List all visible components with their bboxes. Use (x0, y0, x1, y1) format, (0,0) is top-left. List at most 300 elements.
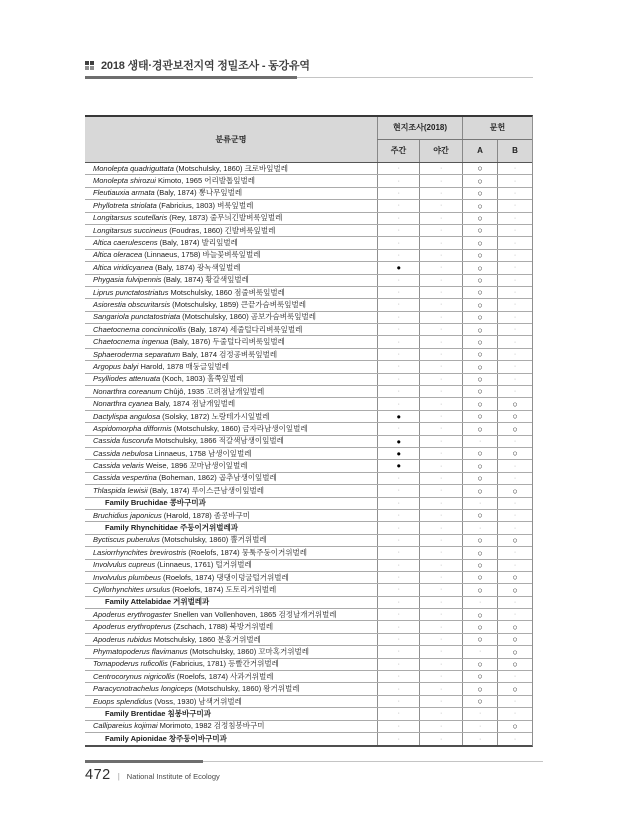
literature-a-marker-cell (462, 374, 497, 385)
author-and-korean-name: Snellen van Vollenhoven, 1865 검정날개거위벌레 (173, 609, 337, 619)
empty-marker: · (513, 549, 517, 557)
empty-marker: · (513, 276, 517, 284)
daytime-marker-cell (377, 200, 419, 211)
species-row (85, 374, 532, 386)
literature-a-marker-cell (462, 200, 497, 211)
table-header (85, 117, 532, 163)
literature-b-marker-cell (497, 597, 532, 608)
literature-a-marker-cell (462, 324, 497, 335)
daytime-marker-cell (377, 460, 419, 471)
nighttime-marker-cell (419, 262, 462, 273)
species-row (85, 621, 532, 633)
nighttime-marker-cell (419, 361, 462, 372)
literature-a-marker-cell (462, 312, 497, 323)
literature-b-marker-cell (497, 262, 532, 273)
daytime-marker-cell (377, 683, 419, 694)
species-row (85, 299, 532, 311)
literature-b-marker-cell (497, 572, 532, 583)
family-name-text: Family Attelabidae 거위벌레과 (105, 597, 210, 607)
observed-marker: ● (396, 448, 402, 458)
literature-b-marker-cell (497, 683, 532, 694)
empty-marker: · (397, 289, 400, 297)
empty-marker: · (397, 301, 400, 309)
recorded-marker: ○ (512, 621, 518, 632)
empty-marker: · (440, 202, 443, 210)
empty-marker: · (440, 474, 443, 482)
species-row (85, 163, 532, 175)
daytime-marker-cell (377, 560, 419, 571)
empty-marker: · (440, 289, 443, 297)
empty-marker: · (440, 673, 443, 681)
literature-a-marker-cell (462, 460, 497, 471)
taxon-name-cell (85, 448, 377, 460)
nighttime-marker-cell (419, 609, 462, 620)
empty-marker: · (513, 462, 517, 470)
nighttime-marker-cell (419, 708, 462, 719)
recorded-marker: ○ (512, 398, 518, 409)
empty-marker: · (513, 611, 517, 619)
literature-b-marker-cell (497, 498, 532, 509)
species-row (85, 535, 532, 547)
species-row (85, 386, 532, 398)
empty-marker: · (513, 313, 517, 321)
empty-marker: · (440, 239, 443, 247)
nighttime-marker-cell (419, 646, 462, 657)
table-header-groups (377, 117, 532, 162)
taxon-name-cell (85, 658, 377, 670)
empty-marker: · (397, 499, 400, 507)
literature-a-marker-cell (462, 213, 497, 224)
literature-a-marker-cell (462, 721, 497, 732)
chapter-dots-icon (85, 61, 94, 70)
recorded-marker: ○ (477, 609, 483, 620)
literature-a-marker-cell (462, 671, 497, 682)
nighttime-marker-cell (419, 683, 462, 694)
nighttime-marker-cell (419, 696, 462, 707)
recorded-marker: ○ (477, 299, 483, 310)
empty-marker: · (397, 660, 400, 668)
literature-a-marker-cell (462, 609, 497, 620)
nighttime-marker-cell (419, 460, 462, 471)
empty-marker: · (513, 165, 517, 173)
species-row (85, 448, 532, 460)
daytime-marker-cell (377, 275, 419, 286)
species-checklist-table (85, 115, 533, 747)
species-row (85, 225, 532, 237)
daytime-marker-cell (377, 696, 419, 707)
nighttime-marker-cell (419, 498, 462, 509)
empty-marker: · (478, 722, 482, 730)
page-footer (85, 767, 220, 783)
taxon-name-cell (85, 460, 377, 472)
empty-marker: · (440, 512, 443, 520)
scientific-name: Psylliodes attenuata (93, 374, 161, 384)
scientific-name: Byctiscus puberulus (93, 535, 160, 545)
recorded-marker: ○ (477, 460, 483, 471)
daytime-marker-cell (377, 361, 419, 372)
empty-marker: · (397, 363, 400, 371)
literature-b-marker-cell (497, 448, 532, 459)
footer-divider: | (117, 772, 120, 781)
empty-marker: · (513, 202, 517, 210)
recorded-marker: ○ (477, 473, 483, 484)
author-and-korean-name: (Motschulsky, 1860) 크로바잎벌레 (175, 163, 289, 173)
column-header-survey-2018: 현지조사(2018) (377, 117, 462, 139)
empty-marker: · (440, 536, 443, 544)
empty-marker: · (440, 499, 443, 507)
empty-marker: · (440, 450, 443, 458)
literature-a-marker-cell (462, 659, 497, 670)
empty-marker: · (513, 437, 517, 445)
nighttime-marker-cell (419, 423, 462, 434)
daytime-marker-cell (377, 572, 419, 583)
daytime-marker-cell (377, 188, 419, 199)
daytime-marker-cell (377, 237, 419, 248)
recorded-marker: ○ (477, 547, 483, 558)
empty-marker: · (397, 227, 400, 235)
empty-marker: · (440, 697, 443, 705)
literature-b-marker-cell (497, 510, 532, 521)
nighttime-marker-cell (419, 237, 462, 248)
recorded-marker: ○ (477, 287, 483, 298)
empty-marker: · (397, 239, 400, 247)
recorded-marker: ○ (512, 448, 518, 459)
taxon-name-cell (85, 398, 377, 410)
empty-marker: · (397, 574, 400, 582)
empty-marker: · (440, 710, 443, 718)
scientific-name: Asiorestia obscuritarsis (93, 300, 171, 309)
author-and-korean-name: (Baly, 1874) 뽕나무잎벌레 (156, 188, 243, 198)
daytime-marker-cell (377, 535, 419, 546)
taxon-name-cell (85, 249, 377, 261)
species-row (85, 188, 532, 200)
daytime-marker-cell (377, 708, 419, 719)
taxon-name-cell (85, 696, 377, 708)
empty-marker: · (397, 474, 400, 482)
scientific-name: Bruchidius japonicus (93, 510, 162, 520)
recorded-marker: ○ (477, 213, 483, 223)
recorded-marker: ○ (477, 398, 483, 409)
taxon-name-cell (85, 621, 377, 633)
empty-marker: · (478, 735, 482, 743)
daytime-marker-cell (377, 312, 419, 323)
author-and-korean-name: Motschulsky, 1860 분홍거위벌레 (153, 634, 261, 644)
daytime-marker-cell (377, 510, 419, 521)
empty-marker: · (397, 536, 400, 544)
recorded-marker: ○ (477, 510, 483, 521)
nighttime-marker-cell (419, 225, 462, 236)
author-and-korean-name: (Baly, 1874) 루이스큰남생이잎벌레 (149, 485, 265, 495)
nighttime-marker-cell (419, 299, 462, 310)
literature-a-marker-cell (462, 733, 497, 745)
daytime-marker-cell (377, 733, 419, 745)
column-header-literature-a: A (462, 140, 497, 162)
taxon-name-cell (85, 237, 377, 249)
literature-b-marker-cell (497, 485, 532, 496)
scientific-name: Longitarsus scutellaris (93, 213, 168, 223)
empty-marker: · (397, 524, 400, 532)
empty-marker: · (440, 623, 443, 631)
scientific-name: Altica viridicyanea (93, 262, 154, 272)
nighttime-marker-cell (419, 275, 462, 286)
author-and-korean-name: Motschulsky, 1866 적갈색남생이잎벌레 (155, 436, 284, 446)
empty-marker: · (478, 437, 482, 445)
literature-b-marker-cell (497, 299, 532, 310)
literature-b-marker-cell (497, 621, 532, 632)
scientific-name: Cassida velaris (93, 461, 144, 471)
observed-marker: ● (396, 436, 402, 446)
taxon-name-cell (85, 547, 377, 559)
daytime-marker-cell (377, 473, 419, 484)
empty-marker: · (397, 722, 400, 730)
literature-b-marker-cell (497, 175, 532, 186)
empty-marker: · (513, 301, 517, 309)
empty-marker: · (397, 189, 400, 197)
literature-a-marker-cell (462, 498, 497, 509)
literature-a-marker-cell (462, 411, 497, 422)
nighttime-marker-cell (419, 324, 462, 335)
scientific-name: Involvulus plumbeus (93, 572, 161, 582)
scientific-name: Nonarthra cyanea (93, 399, 153, 409)
daytime-marker-cell (377, 398, 419, 409)
daytime-marker-cell (377, 336, 419, 347)
nighttime-marker-cell (419, 733, 462, 745)
recorded-marker: ○ (512, 634, 518, 645)
author-and-korean-name: Morimoto, 1982 검정침봉바구미 (159, 721, 265, 731)
literature-b-marker-cell (497, 324, 532, 335)
literature-b-marker-cell (497, 460, 532, 471)
header-rule-thick (85, 76, 297, 79)
literature-b-marker-cell (497, 646, 532, 657)
empty-marker: · (397, 338, 400, 346)
empty-marker: · (478, 524, 482, 532)
scientific-name: Altica oleracea (93, 250, 143, 260)
author-and-korean-name: (Roelofs, 1874) 댕댕이덩굴털거위벌레 (162, 572, 289, 582)
species-row (85, 250, 532, 262)
empty-marker: · (440, 549, 443, 557)
empty-marker: · (513, 189, 517, 197)
recorded-marker: ○ (512, 659, 518, 670)
empty-marker: · (440, 338, 443, 346)
taxon-name-cell (85, 336, 377, 348)
species-row (85, 423, 532, 435)
recorded-marker: ○ (477, 485, 483, 496)
recorded-marker: ○ (512, 646, 518, 657)
scientific-name: Argopus balyi (93, 361, 139, 371)
species-row (85, 460, 532, 472)
recorded-marker: ○ (477, 200, 483, 211)
empty-marker: · (440, 301, 443, 309)
author-and-korean-name: (Baly, 1876) 두줄털다리벼룩잎벌레 (170, 337, 285, 347)
recorded-marker: ○ (477, 634, 483, 645)
nighttime-marker-cell (419, 398, 462, 409)
author-and-korean-name: (Harold, 1878) 좀콩바구미 (163, 510, 251, 520)
empty-marker: · (440, 598, 443, 606)
taxon-name-cell (85, 609, 377, 621)
empty-marker: · (440, 524, 443, 532)
daytime-marker-cell (377, 448, 419, 459)
species-row (85, 237, 532, 249)
species-row (85, 485, 532, 497)
recorded-marker: ○ (477, 559, 483, 570)
recorded-marker: ○ (477, 448, 483, 459)
taxon-name-cell (85, 274, 377, 286)
literature-a-marker-cell (462, 262, 497, 273)
literature-a-marker-cell (462, 448, 497, 459)
taxon-name-cell (85, 200, 377, 212)
scientific-name: Lasiorrhynchites brevirostris (93, 547, 187, 557)
scientific-name: Paracycnotrachelus longiceps (93, 684, 193, 694)
empty-marker: · (397, 648, 400, 656)
empty-marker: · (397, 375, 400, 383)
literature-b-marker-cell (497, 188, 532, 199)
literature-b-marker-cell (497, 535, 532, 546)
empty-marker: · (440, 487, 443, 495)
scientific-name: Cassida vespertina (93, 473, 157, 483)
literature-b-marker-cell (497, 696, 532, 707)
daytime-marker-cell (377, 374, 419, 385)
daytime-marker-cell (377, 262, 419, 273)
literature-a-marker-cell (462, 473, 497, 484)
literature-a-marker-cell (462, 560, 497, 571)
literature-b-marker-cell (497, 336, 532, 347)
literature-a-marker-cell (462, 547, 497, 558)
author-and-korean-name: (Foudras, 1860) 긴발벼룩잎벌레 (169, 225, 276, 235)
daytime-marker-cell (377, 436, 419, 447)
recorded-marker: ○ (477, 237, 483, 248)
empty-marker: · (440, 189, 443, 197)
recorded-marker: ○ (477, 671, 483, 682)
literature-b-marker-cell (497, 547, 532, 558)
scientific-name: Sangariola punctatostriata (93, 312, 181, 322)
species-row (85, 200, 532, 212)
scientific-name: Cassida nebulosa (93, 448, 153, 458)
empty-marker: · (440, 177, 443, 185)
taxon-name-cell (85, 472, 377, 484)
recorded-marker: ○ (477, 188, 483, 199)
empty-marker: · (440, 648, 443, 656)
literature-a-marker-cell (462, 175, 497, 186)
species-row (85, 560, 532, 572)
taxon-name-cell (85, 671, 377, 683)
literature-a-marker-cell (462, 287, 497, 298)
column-header-taxon: 분류군명 (215, 135, 247, 144)
scientific-name: Phygasia fulvipennis (93, 275, 162, 285)
scientific-name: Nonarthra coreanum (93, 386, 162, 396)
empty-marker: · (513, 214, 517, 222)
table-body (85, 163, 532, 745)
taxon-name-cell (85, 324, 377, 336)
empty-marker: · (397, 586, 400, 594)
literature-b-marker-cell (497, 659, 532, 670)
taxon-name-cell (85, 225, 377, 237)
daytime-marker-cell (377, 671, 419, 682)
literature-b-marker-cell (497, 225, 532, 236)
literature-b-marker-cell (497, 522, 532, 533)
species-row (85, 361, 532, 373)
family-row (85, 708, 532, 720)
empty-marker: · (513, 735, 517, 743)
family-row (85, 597, 532, 609)
empty-marker: · (440, 276, 443, 284)
scientific-name: Centrocorynus nigricollis (93, 671, 175, 681)
nighttime-marker-cell (419, 213, 462, 224)
observed-marker: ● (396, 411, 402, 421)
empty-marker: · (513, 289, 517, 297)
literature-a-marker-cell (462, 708, 497, 719)
recorded-marker: ○ (477, 621, 483, 632)
literature-a-marker-cell (462, 572, 497, 583)
taxon-name-cell (85, 435, 377, 447)
literature-b-marker-cell (497, 287, 532, 298)
literature-b-marker-cell (497, 436, 532, 447)
species-row (85, 275, 532, 287)
author-and-korean-name: (Fabricius, 1803) 벼룩잎벌레 (158, 200, 254, 210)
literature-b-marker-cell (497, 386, 532, 397)
taxon-name-cell (85, 559, 377, 571)
nighttime-marker-cell (419, 448, 462, 459)
literature-b-marker-cell (497, 275, 532, 286)
recorded-marker: ○ (477, 423, 483, 434)
taxon-name-cell (85, 485, 377, 497)
literature-b-marker-cell (497, 733, 532, 745)
taxon-name-cell (85, 287, 377, 299)
recorded-marker: ○ (477, 411, 483, 422)
species-row (85, 671, 532, 683)
scientific-name: Dactylispa angulosa (93, 411, 161, 421)
empty-marker: · (513, 363, 517, 371)
empty-marker: · (513, 251, 517, 259)
nighttime-marker-cell (419, 535, 462, 546)
report-title: 2018 생태·경관보전지역 정밀조사 - 동강유역 (101, 60, 310, 72)
taxon-name-cell (85, 683, 377, 695)
scientific-name: Liprus punctatostriatus (93, 287, 169, 297)
literature-b-marker-cell (497, 349, 532, 360)
nighttime-marker-cell (419, 572, 462, 583)
author-and-korean-name: (Baly, 1874) 발리잎벌레 (159, 238, 238, 248)
taxon-name-cell (85, 572, 377, 584)
recorded-marker: ○ (477, 274, 483, 285)
author-and-korean-name: (Voss, 1930) 남색거위벌레 (154, 696, 242, 706)
daytime-marker-cell (377, 324, 419, 335)
literature-a-marker-cell (462, 597, 497, 608)
recorded-marker: ○ (477, 324, 483, 335)
family-row (85, 733, 532, 745)
taxon-name-cell (85, 386, 377, 398)
nighttime-marker-cell (419, 634, 462, 645)
recorded-marker: ○ (477, 262, 483, 273)
literature-a-marker-cell (462, 535, 497, 546)
header-rule-thin (297, 77, 533, 78)
daytime-marker-cell (377, 498, 419, 509)
empty-marker: · (513, 177, 517, 185)
header-rule (85, 76, 533, 79)
column-header-daytime: 주간 (377, 140, 419, 162)
species-row (85, 336, 532, 348)
empty-marker: · (513, 710, 517, 718)
daytime-marker-cell (377, 299, 419, 310)
species-row (85, 572, 532, 584)
empty-marker: · (397, 636, 400, 644)
nighttime-marker-cell (419, 659, 462, 670)
empty-marker: · (397, 623, 400, 631)
empty-marker: · (397, 673, 400, 681)
nighttime-marker-cell (419, 250, 462, 261)
empty-marker: · (440, 722, 443, 730)
daytime-marker-cell (377, 721, 419, 732)
empty-marker: · (513, 524, 517, 532)
recorded-marker: ○ (477, 250, 483, 261)
